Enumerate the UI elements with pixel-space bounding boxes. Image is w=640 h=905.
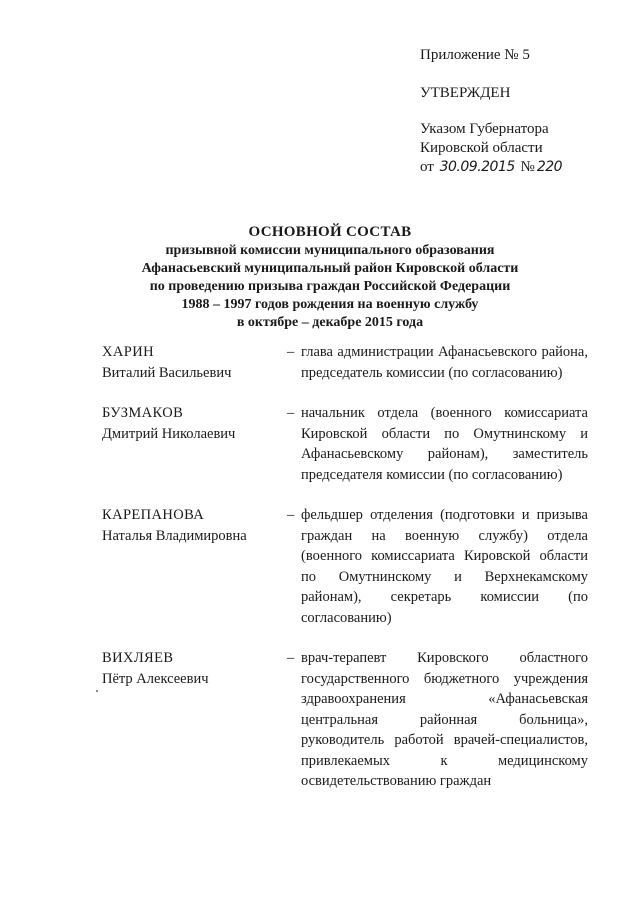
title-line-3: по проведению призыва граждан Российской Федерации [149, 279, 511, 294]
approval-header [420, 46, 630, 177]
member-role-text: врач-терапевт Кировского областного государственного бюджетного учреждения здравоохранения «Афанасьевская центральная районная больница», руководитель работой врачей-специалистов, привлекаемых к медицинскому освидетельствованию граждан [301, 650, 588, 789]
member-role-text: фельдшер отделения (подготовки и призыва граждан на военную службу) отдела (военного комиссариата Кировской области по Омутнинскому и Верхнекамскому районам), секретарь комиссии (по согласованию) [301, 507, 588, 626]
member-role [287, 648, 588, 792]
member-role [287, 403, 588, 485]
member-given-name: Виталий Васильевич [102, 364, 232, 381]
member-given-name: Пётр Алексеевич [102, 670, 209, 687]
decree-date-line [420, 158, 630, 177]
document-title [60, 222, 600, 332]
title-line-4: 1988 – 1997 годов рождения на военную службу [181, 297, 479, 312]
appendix-label: Приложение № 5 [420, 47, 530, 63]
member-role-text: глава администрации Афанасьевского района, председатель комиссии (по согласованию) [301, 344, 588, 381]
number-prefix: № [520, 159, 535, 175]
approved-label: УТВЕРЖДЕН [420, 85, 511, 101]
member-name [102, 505, 287, 628]
title-line-2: Афанасьевский муниципальный район Кировской области [141, 261, 519, 276]
member-entry [102, 342, 588, 383]
member-surname: ВИХЛЯЕВ [102, 650, 174, 666]
member-role [287, 505, 588, 628]
member-entry [102, 648, 588, 792]
member-name [102, 342, 287, 383]
member-entry [102, 505, 588, 628]
dash: – [287, 344, 295, 360]
scan-speck [96, 690, 98, 692]
title-line-1: призывной комиссии муниципального образования [165, 243, 495, 258]
decree-line-1: Указом Губернатора [420, 121, 549, 137]
title-main: ОСНОВНОЙ СОСТАВ [248, 224, 412, 240]
member-entry [102, 403, 588, 485]
title-line-5: в октябре – декабре 2015 года [236, 315, 424, 330]
dash: – [287, 405, 295, 421]
member-surname: КАРЕПАНОВА [102, 507, 205, 523]
member-surname: БУЗМАКОВ [102, 405, 184, 421]
dash: – [287, 507, 295, 523]
handwritten-date: 30.09.2015 [439, 159, 515, 175]
dash: – [287, 650, 295, 666]
member-role [287, 342, 588, 383]
date-prefix: от [420, 159, 434, 175]
member-role-text: начальник отдела (военного комиссариата Кировской области по Омутнинскому и Афанасьевскому районам), заместитель председателя комиссии (по согласованию) [301, 405, 588, 483]
member-given-name: Дмитрий Николаевич [102, 425, 236, 442]
handwritten-number: 220 [536, 159, 563, 175]
decree-line-2: Кировской области [420, 140, 543, 156]
member-given-name: Наталья Владимировна [102, 527, 247, 544]
commission-members-list [102, 342, 588, 792]
member-name [102, 648, 287, 792]
member-name [102, 403, 287, 485]
member-surname: ХАРИН [102, 344, 154, 360]
